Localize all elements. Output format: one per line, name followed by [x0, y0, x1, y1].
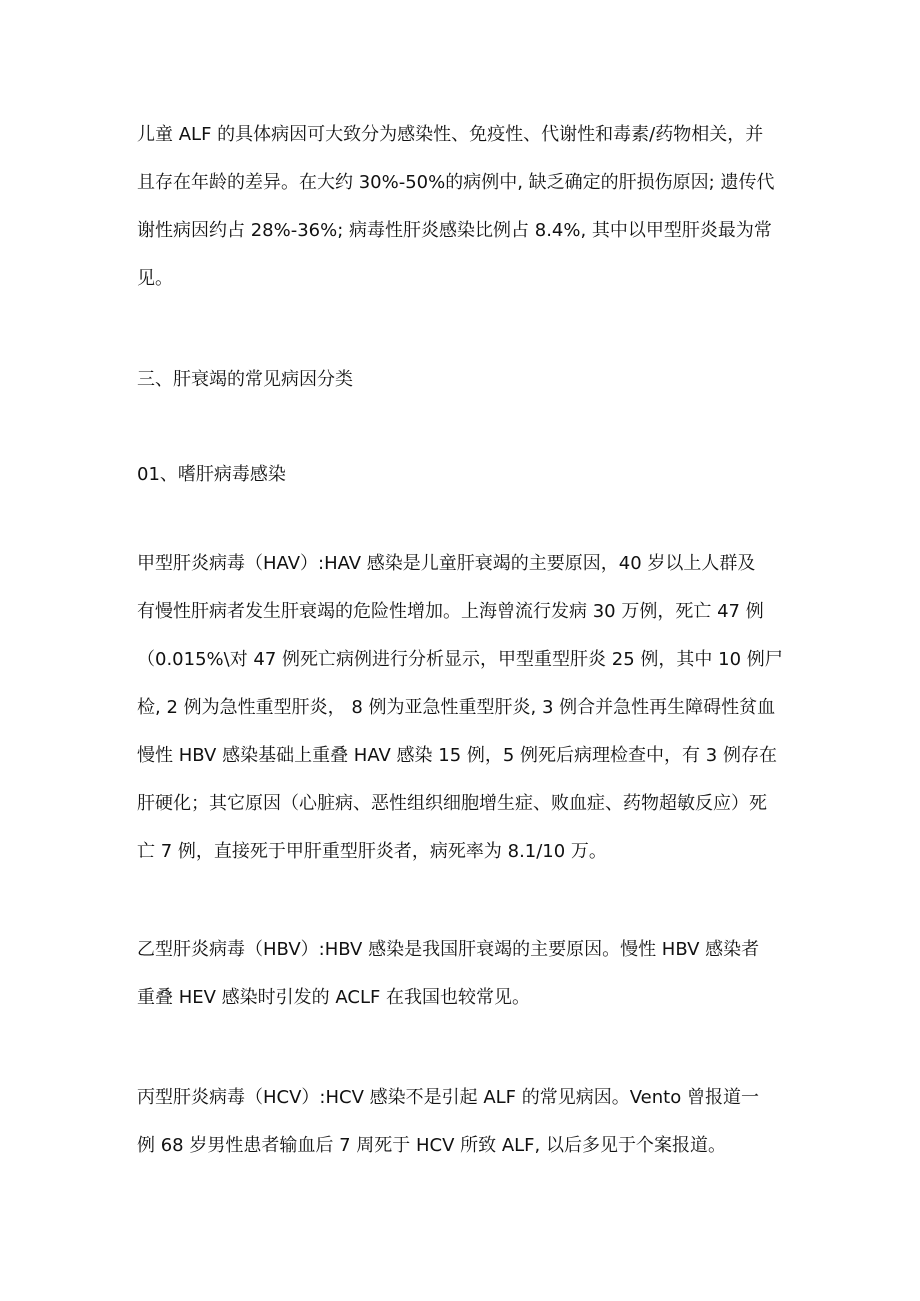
- paragraph-line: 例 68 岁男性患者输血后 7 周死于 HCV 所致 ALF, 以后多见于个案报道。: [137, 1135, 726, 1156]
- paragraph-line: 亡 7 例，直接死于甲肝重型肝炎者，病死率为 8.1/10 万。: [137, 841, 607, 862]
- paragraph-line: 谢性病因约占 28%-36%; 病毒性肝炎感染比例占 8.4%, 其中以甲型肝炎最为常: [137, 220, 772, 241]
- paragraph-line: 有慢性肝病者发生肝衰竭的危险性增加。上海曾流行发病 30 万例，死亡 47 例: [137, 601, 764, 622]
- hcv-paragraph: [137, 1074, 787, 1170]
- paragraph-line: 乙型肝炎病毒（HBV）:HBV 感染是我国肝衰竭的主要原因。慢性 HBV 感染者: [137, 939, 760, 960]
- paragraph-line: 丙型肝炎病毒（HCV）:HCV 感染不是引起 ALF 的常见病因。Vento 曾报道一: [137, 1087, 759, 1108]
- hav-paragraph: [137, 540, 787, 876]
- intro-paragraph: [137, 111, 787, 303]
- paragraph-line: 甲型肝炎病毒（HAV）:HAV 感染是儿童肝衰竭的主要原因，40 岁以上人群及: [137, 553, 756, 574]
- paragraph-line: 检, 2 例为急性重型肝炎， 8 例为亚急性重型肝炎, 3 例合并急性再生障碍性贫血: [137, 697, 776, 718]
- subsection-heading: 01、嗜肝病毒感染: [137, 464, 286, 485]
- paragraph-line: 且存在年龄的差异。在大约 30%-50%的病例中, 缺乏确定的肝损伤原因; 遗传代: [137, 172, 775, 193]
- hbv-paragraph: [137, 926, 787, 1022]
- paragraph-line: 重叠 HEV 感染时引发的 ACLF 在我国也较常见。: [137, 987, 531, 1008]
- paragraph-line: 见。: [137, 268, 173, 289]
- paragraph-line: 慢性 HBV 感染基础上重叠 HAV 感染 15 例，5 例死后病理检查中，有 3 例存在: [137, 745, 777, 766]
- paragraph-line: 肝硬化；其它原因（心脏病、恶性组织细胞增生症、败血症、药物超敏反应）死: [137, 793, 767, 814]
- paragraph-line: （0.015%\对 47 例死亡病例进行分析显示，甲型重型肝炎 25 例，其中 10 例尸: [137, 649, 783, 670]
- paragraph-line: 儿童 ALF 的具体病因可大致分为感染性、免疫性、代谢性和毒素/药物相关，并: [137, 124, 764, 145]
- section-heading: 三、肝衰竭的常见病因分类: [137, 369, 353, 390]
